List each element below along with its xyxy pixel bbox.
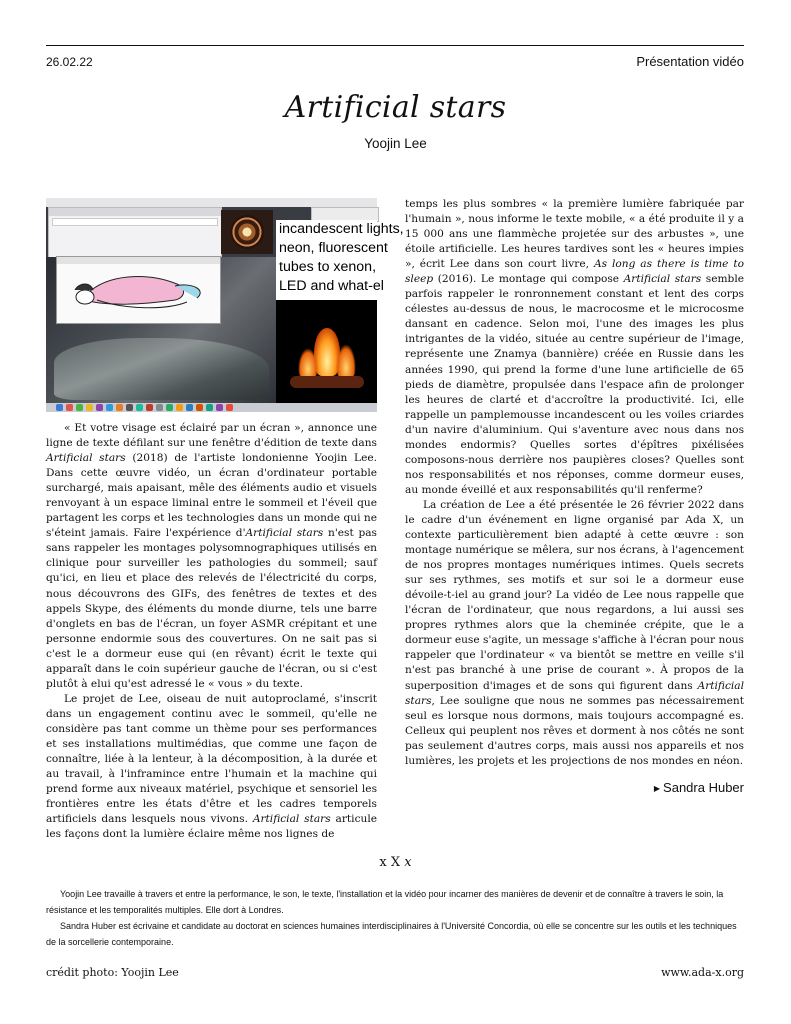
paragraph: Le projet de Lee, oiseau de nuit autoproclamé, s'inscrit dans un engagement continu avec le sommeil, qu'elle ne considère pas tant comme un thème pour ses performances et ses installations multimédias, que comme une façon de connaître, liée à la lenteur, à la décomposition, à la durée et au travail, à l'inframince entre l'humain et la machine qui prend forme aux niveaux matériel, psychique et sensoriel les frontières entre les états d'être et les cadres temporels artificiels dans lesquels nous vivons. Artificial stars articule les façons dont la lumière éclaire même nos lignes de — [46, 692, 377, 841]
bio-author: Sandra Huber est écrivaine et candidate au doctorat en sciences humaines interdisciplinaires à l'Université Concordia, où elle se concentre sur les outils et les techniques de la sorcellerie contemporaine. — [46, 921, 737, 947]
paragraph: La création de Lee a été présentée le 26 février 2022 dans le cadre d'un événement en ligne organisé par Ada X, un contexte particulièrement bien adapté à cette œuvre : son montage numérique se mêlera, sur nos écrans, à l'agencement de nos propres montages numériques intimes. Quels secrets sur ses rythmes, ses motifs et sur soi le a dormeur euse dévoile-t-iel au grand jour? La vidéo de Lee nous rappelle que l'écran de l'ordinateur, que nous regardons, a lui aussi ses propres rythmes alors que la cheminée crépite, que le a dormeur euse s'agite, un message s'affiche à l'écran pour nous rappeler que l'ordinateur « va bientôt se mettre en veille s'il n'est pas branché à une prise de courant ». À propos de la superposition d'images et de sons qui figurent dans Artificial stars, Lee souligne que nous ne sommes pas nécessairement seul es lorsque nous dormons, mais toujours accompagné es. Celleux qui peuplent nos rêves et dorment à nos côtés ne sont pas seulement d'autres corps, mais aussi nos appareils et nos lumières, les projets et les projections de nos mondes en néon. — [405, 498, 744, 767]
photo-credit: crédit photo: Yoojin Lee — [46, 966, 179, 979]
figure-dock — [46, 403, 377, 412]
paragraph: « Et votre visage est éclairé par un écran », annonce une ligne de texte défilant sur une fenêtre d'édition de texte dans Artificial stars (2018) de l'artiste londonienne Yoojin Lee. Dans cette œuvre vidéo, un écran d'ordinateur portable surchargé, mais apaisant, mêle des éléments audio et visuels renvoyant à un espace liminal entre le sommeil et l'éveil que partagent les corps et les technologies dans un monde qui ne s'éteint jamais. Faire l'expérience d'Artificial stars n'est pas sans rappeler les montages polysomnographiques utilisés en clinique pour surveiller les pathologies du sommeil; sauf qu'ici, en lieu et place des relevés de l'électricité du corps, nous découvrons des GIFs, des fenêtres de textes et des appels Skype, des éléments du monde diurne, tels une barre d'onglets en bas de l'écran, un foyer ASMR crépitant et une personne endormie sous des couvertures. On ne sait pas si c'est le a dormeur euse qui (en rêvant) écrit le texte qui apparaît dans le coin supérieur gauche de l'écran, ou si c'est plutôt à elui qu'est adressé le « vous » du texte. — [46, 422, 377, 690]
artist-name: Yoojin Lee — [364, 136, 427, 151]
bios — [46, 886, 744, 950]
sleeper-drawing-icon — [57, 264, 220, 322]
bio-artist: Yoojin Lee travaille à travers et entre la performance, le son, le texte, l'installation et la vidéo pour incarner des manières de devenir et de connaître à travers le soin, la résistance et les temporalités multiples. Elle dort à Londres. — [46, 889, 724, 915]
book-title: As long as there is time to sleep — [405, 258, 744, 286]
paragraph: temps les plus sombres « la première lumière fabriquée par l'humain », nous informe le texte mobile, « a été produite il y a 15 000 ans une flammèche projetée sur des arbustes », une étoile artificielle. Les heures tardives sont les « heures impies », écrit Lee dans son court livre, As long as there is time to sleep (2016). Le montage qui compose Artificial stars semble parfois rappeler le ronronnement constant et lent des corps célestes au-dessus de nous, le macrocosme et le microcosme dansant en cadence. Selon moi, l'une des images les plus intrigantes de la vidéo, située au centre supérieur de l'image, représente une Znamya (bannière) créée en Russie dans les années 1990, qui prend la forme d'une lune artificielle de 65 pieds de diamètre, propulsée dans l'espace afin de prolonger les heures de clarté et d'accroître la productivité. Ici, elle rappelle un pamplemousse incandescent ou les voiles criardes d'un navire d'aluminium. Qui s'aventure avec nous dans nos mondes endormis? Quelles sortes d'épîtres pixélisées composons-nous derrière nos paupières closes? Quelles sont nos responsabilités et nos réponses, comme dormeur euses, au monde éveillé et aux responsabilités qu'il renferme? — [405, 198, 744, 496]
figure-sleeper-drawing — [56, 256, 221, 324]
mandala-icon — [230, 215, 264, 249]
overlay-line: incandescent lights, — [279, 221, 404, 237]
work-title: Artificial stars — [46, 452, 126, 465]
article-column-left — [46, 421, 377, 842]
overlay-line: tubes to xenon, — [279, 259, 377, 275]
section-label: Présentation vidéo — [636, 54, 744, 69]
website-link[interactable]: www.ada-x.org — [661, 966, 744, 979]
work-title: Artificial stars — [245, 527, 324, 540]
signature: ▶ Sandra Huber — [653, 780, 744, 795]
figure-znamya-image — [221, 210, 273, 254]
work-title: Artificial stars — [252, 813, 331, 826]
work-title: Artificial stars — [405, 679, 744, 707]
video-still — [46, 198, 404, 412]
figure-menubar — [46, 198, 377, 207]
ornament: x X 𝑥 — [379, 855, 412, 870]
overlay-line: neon, fluorescent — [279, 240, 388, 256]
top-rule — [46, 45, 744, 46]
figure-overlay-text — [276, 220, 404, 300]
work-title: Artificial stars — [623, 273, 702, 286]
issue-date: 26.02.22 — [46, 55, 93, 69]
triangle-icon: ▶ — [653, 784, 661, 793]
figure-browser-window — [48, 207, 222, 259]
figure-bedsheet — [54, 338, 269, 400]
page-title: Artificial stars — [284, 90, 507, 125]
figure-fireplace — [276, 300, 377, 403]
article-column-right — [405, 197, 744, 769]
overlay-line: LED and what-el — [279, 278, 384, 294]
